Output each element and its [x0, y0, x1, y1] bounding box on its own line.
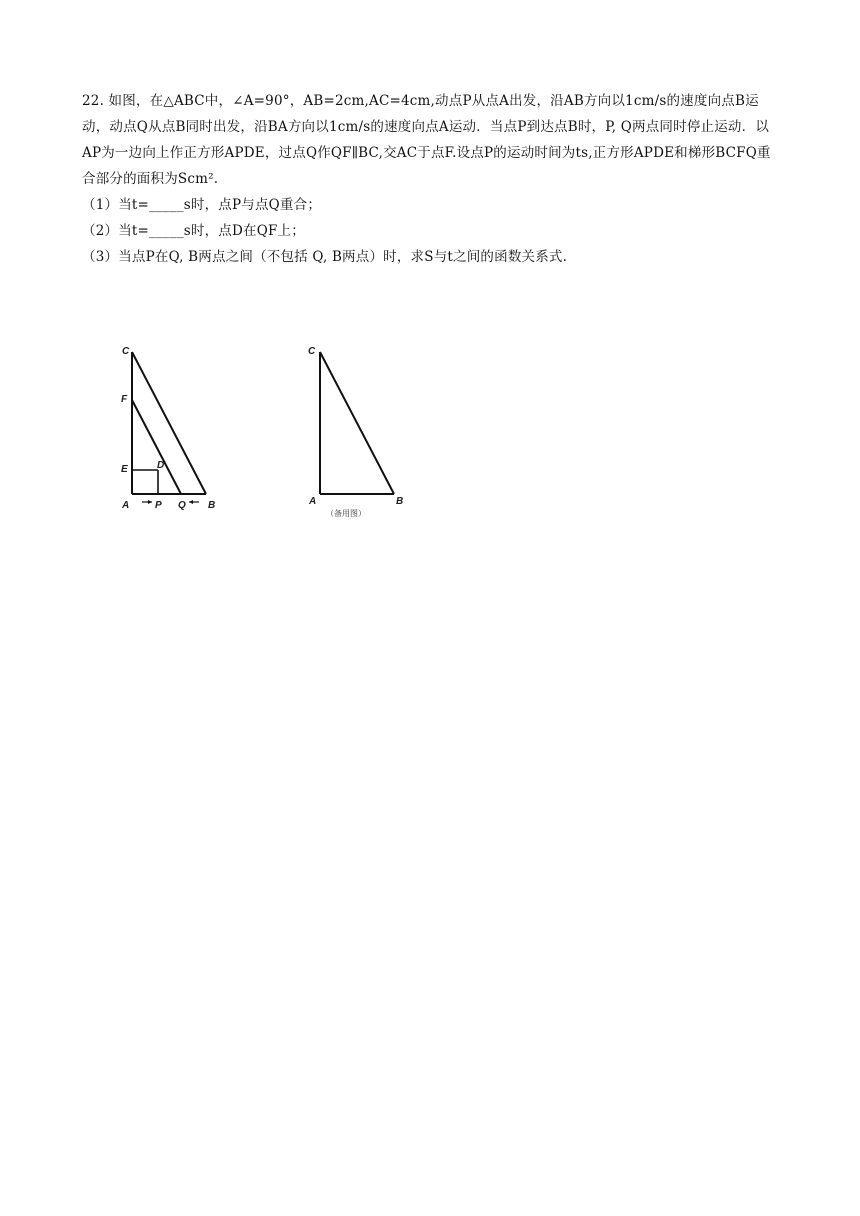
figure-caption: （备用图）: [326, 509, 366, 518]
label-a: A: [122, 500, 130, 511]
figure-spare: [304, 340, 424, 526]
segment-bc-spare: [320, 352, 394, 494]
label-b-spare: B: [396, 496, 404, 507]
label-p: P: [155, 500, 162, 511]
question-part-1: （1）当t=_____s时，点P与点Q重合；: [82, 197, 322, 213]
label-c-spare: C: [308, 346, 316, 357]
label-c: C: [122, 346, 130, 357]
problem-block: [82, 88, 782, 270]
question-part-2: （2）当t=_____s时，点D在QF上；: [82, 223, 305, 239]
figure-main: [116, 340, 236, 520]
label-e: E: [121, 464, 128, 475]
label-a-spare: A: [309, 496, 317, 507]
label-b: B: [208, 500, 216, 511]
figure-spare-svg: [304, 340, 424, 526]
label-q: Q: [178, 500, 186, 511]
arrow-p-head: [148, 500, 152, 504]
figure-main-svg: [116, 340, 236, 520]
question-part-3: （3）当点P在Q, B两点之间（不包括 Q, B两点）时，求S与t之间的函数关系式.: [82, 249, 568, 265]
arrow-q-head: [189, 500, 193, 504]
segment-qf: [132, 400, 181, 494]
label-f: F: [121, 394, 128, 405]
problem-statement: 22. 如图，在△ABC中，∠A=90°，AB=2cm,AC=4cm,动点P从点A出发，沿AB方向以1cm/s的速度向点B运动，动点Q从点B同时出发，沿BA方向以1cm/s的速度向点A运动．当点P到达点B时，P, Q两点同时停止运动．以AP为一边向上作正方形APDE，过点Q作QF∥BC,交AC于点F.设点P的运动时间为ts,正方形APDE和梯形BCFQ重合部分的面积为Scm².: [82, 93, 771, 187]
label-d: D: [157, 460, 165, 471]
